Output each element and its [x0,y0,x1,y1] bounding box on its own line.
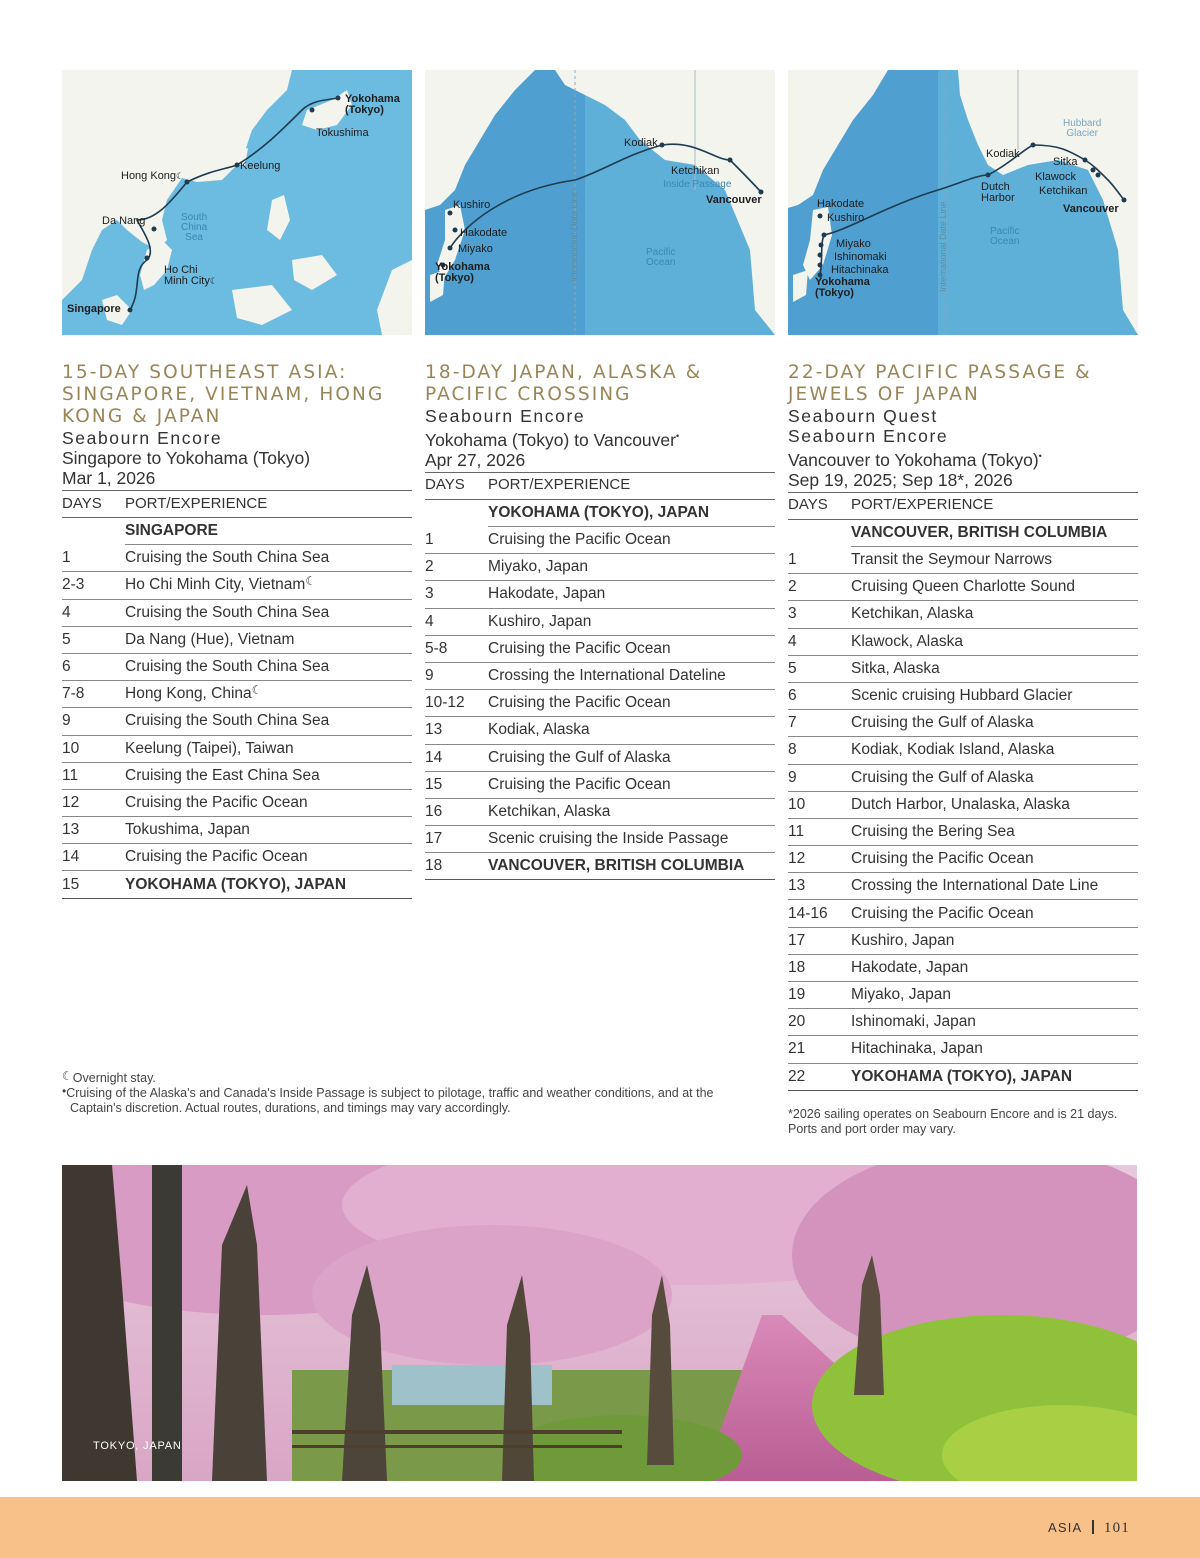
ship-name: Seabourn Encore [62,428,223,448]
map-label-hubbard: Hubbard Glacier [1063,118,1102,139]
table-row [62,817,412,844]
table-row [425,690,775,717]
port-cell: Miyako, Japan [851,982,1138,1009]
day-cell: 3 [425,581,488,608]
map-label-vancouver: Vancouver [706,194,762,206]
day-cell: 6 [62,653,125,680]
port-cell: Hitachinaka, Japan [851,1036,1138,1063]
sail-dates: Mar 1, 2026 [62,468,156,488]
day-cell: 10 [62,735,125,762]
day-cell: 1 [62,545,125,572]
page-footer [0,1497,1200,1558]
day-cell: 5-8 [425,635,488,662]
note-overnight: ☾Overnight stay. [62,1069,156,1085]
day-cell: 22 [788,1063,851,1090]
cruise-southeast-asia [62,362,412,899]
table-row [425,554,775,581]
table-row [788,873,1138,900]
table-row [788,1036,1138,1063]
cruise-japan-alaska [425,362,775,880]
port-cell: Cruising the Pacific Ocean [125,789,412,816]
day-cell: 11 [788,818,851,845]
day-cell: 2 [788,574,851,601]
port-cell: Cruising the Gulf of Alaska [851,764,1138,791]
day-cell: 2-3 [62,572,125,599]
port-cell: Ketchikan, Alaska [851,601,1138,628]
port-cell: Cruising the Pacific Ocean [488,690,775,717]
map-southeast-asia [62,70,412,335]
day-cell: 20 [788,1009,851,1036]
map-label-ishinomaki: Ishinomaki [834,251,887,263]
port-cell: Cruising the Pacific Ocean [851,846,1138,873]
col-days: DAYS [788,492,851,519]
port-cell: Cruising the Pacific Ocean [125,844,412,871]
port-cell: VANCOUVER, BRITISH COLUMBIA [488,853,775,880]
route: Vancouver to Yokohama (Tokyo)• [788,449,1042,470]
table-row [425,771,775,798]
table-row [788,601,1138,628]
day-cell: 18 [788,954,851,981]
day-cell: 14-16 [788,900,851,927]
map-label-pacific: Pacific Ocean [646,247,676,268]
port-cell: YOKOHAMA (TOKYO), JAPAN [125,871,412,898]
table-row [425,608,775,635]
table-row [788,818,1138,845]
itinerary-table [62,490,412,899]
day-cell: 14 [425,744,488,771]
col-port: PORT/EXPERIENCE [488,472,775,499]
map-label-yokohama: Yokohama (Tokyo) [435,261,490,284]
port-cell: Miyako, Japan [488,554,775,581]
table-row [425,499,775,526]
port-cell: VANCOUVER, BRITISH COLUMBIA [851,519,1138,546]
map-label-inside-passage: Inside Passage [663,179,732,190]
day-cell: 13 [62,817,125,844]
day-cell: 7 [788,710,851,737]
day-cell: 17 [788,927,851,954]
pilotage-bullet-icon: • [675,431,680,441]
port-cell: Scenic cruising Hubbard Glacier [851,682,1138,709]
port-cell: Cruising the South China Sea [125,708,412,735]
port-cell: Kushiro, Japan [488,608,775,635]
port-cell: Kodiak, Alaska [488,717,775,744]
day-cell: 17 [425,826,488,853]
map-label-miyako: Miyako [458,243,493,255]
port-cell: Klawock, Alaska [851,628,1138,655]
table-row [788,737,1138,764]
port-cell: Cruising the South China Sea [125,599,412,626]
day-cell: 19 [788,982,851,1009]
day-cell: 9 [788,764,851,791]
day-cell: 3 [788,601,851,628]
ship-name: Seabourn Encore [425,406,586,426]
col-port: PORT/EXPERIENCE [125,491,412,518]
map-label-hong-kong: Hong Kong☾ [121,170,185,182]
port-cell: Keelung (Taipei), Taiwan [125,735,412,762]
cruise-pacific-passage [788,362,1138,1091]
table-row [788,900,1138,927]
day-cell: 1 [425,527,488,554]
map-label-hakodate: Hakodate [460,227,508,239]
table-row [62,844,412,871]
port-cell: Scenic cruising the Inside Passage [488,826,775,853]
port-cell: Cruising the Pacific Ocean [488,527,775,554]
map-label-kodiak: Kodiak [986,148,1020,160]
table-row [788,982,1138,1009]
map-label-keelung: Keelung [240,160,281,172]
port-cell: Dutch Harbor, Unalaska, Alaska [851,791,1138,818]
table-row [788,764,1138,791]
table-row [62,708,412,735]
map-label-kodiak: Kodiak [624,137,658,149]
table-row [788,519,1138,546]
map-label-yokohama: Yokohama (Tokyo) [815,276,870,299]
day-cell: 21 [788,1036,851,1063]
table-row [62,871,412,898]
day-cell: 10-12 [425,690,488,717]
table-row [62,599,412,626]
port-cell: SINGAPORE [125,518,412,545]
port-cell: Hakodate, Japan [488,581,775,608]
table-row [788,710,1138,737]
table-row [788,547,1138,574]
day-cell: 15 [425,771,488,798]
port-cell: Crossing the International Dateline [488,662,775,689]
cruise-title: 18-DAY JAPAN, ALASKA & PACIFIC CROSSING [425,362,703,405]
port-cell: Cruising Queen Charlotte Sound [851,574,1138,601]
sail-dates: Apr 27, 2026 [425,449,526,470]
table-row [425,635,775,662]
port-cell: Transit the Seymour Narrows [851,547,1138,574]
table-row [788,846,1138,873]
day-cell: 6 [788,682,851,709]
route: Singapore to Yokohama (Tokyo) [62,448,311,468]
table-row [62,572,412,599]
day-cell: 10 [788,791,851,818]
day-cell: 14 [62,844,125,871]
day-cell: 4 [425,608,488,635]
map-label-hitachinaka: Hitachinaka [831,264,889,276]
overnight-moon-icon: ☾ [209,276,218,286]
overnight-moon-icon: ☾ [62,1069,73,1083]
table-row [788,927,1138,954]
table-row [62,735,412,762]
port-cell: Cruising the East China Sea [125,762,412,789]
note-pilotage: •Cruising of the Alaska's and Canada's Inside Passage is subject to pilotage, traffic and weather conditions, and at the Captain's discretion. Actual routes, durations, and timings may vary accordingly. [62,1084,714,1115]
day-cell: 12 [62,789,125,816]
port-cell: Cruising the Pacific Ocean [488,771,775,798]
day-cell: 9 [62,708,125,735]
map-label-ketchikan: Ketchikan [671,165,720,177]
route: Yokohama (Tokyo) to Vancouver• [425,429,680,450]
port-cell: YOKOHAMA (TOKYO), JAPAN [488,499,775,526]
day-cell [788,519,851,546]
table-row [788,574,1138,601]
port-cell: Cruising the South China Sea [125,545,412,572]
port-cell: Da Nang (Hue), Vietnam [125,626,412,653]
map-label-singapore: Singapore [67,303,121,315]
day-cell: 7-8 [62,681,125,708]
footnotes [62,1071,752,1116]
day-cell: 4 [788,628,851,655]
map-pacific-passage [788,70,1138,335]
cruise-title: 22-DAY PACIFIC PASSAGE & JEWELS OF JAPAN [788,362,1092,405]
table-row [425,744,775,771]
table-row [62,626,412,653]
table-row [425,826,775,853]
table-row [62,545,412,572]
port-cell: Hakodate, Japan [851,954,1138,981]
section-name: ASIA [1047,1520,1083,1535]
photo-caption: TOKYO, JAPAN [93,1440,182,1452]
ship-name: Seabourn Quest [788,406,938,426]
cruise-title: 15-DAY SOUTHEAST ASIA: SINGAPORE, VIETNAM, HONG KONG & JAPAN [62,362,385,427]
port-cell: Ishinomaki, Japan [851,1009,1138,1036]
itinerary-table [425,472,775,881]
day-cell: 4 [62,599,125,626]
day-cell: 13 [425,717,488,744]
table-row [788,655,1138,682]
map-label-ketchikan: Ketchikan [1039,185,1088,197]
port-cell: Cruising the Bering Sea [851,818,1138,845]
table-row [62,762,412,789]
overnight-moon-icon: ☾ [251,683,263,698]
table-row [788,791,1138,818]
table-row [425,798,775,825]
col-port: PORT/EXPERIENCE [851,492,1138,519]
map-label-kushiro: Kushiro [827,212,865,224]
port-cell: Cruising the Pacific Ocean [851,900,1138,927]
table-row [788,954,1138,981]
table-row [425,662,775,689]
port-cell: Cruising the Gulf of Alaska [488,744,775,771]
map-label-yokohama: Yokohama (Tokyo) [345,93,400,116]
table-row [788,682,1138,709]
day-cell: 18 [425,853,488,880]
port-cell: Kushiro, Japan [851,927,1138,954]
map-label-pacific: Pacific Ocean [990,226,1020,247]
port-cell: YOKOHAMA (TOKYO), JAPAN [851,1063,1138,1090]
pilotage-bullet-icon: • [1038,451,1042,461]
map-label-kushiro: Kushiro [453,199,491,211]
port-cell: Hong Kong, China☾ [125,681,412,708]
map-label-south-china-sea: South China Sea [181,212,208,243]
map-label-tokushima: Tokushima [316,127,369,139]
port-cell: Kodiak, Kodiak Island, Alaska [851,737,1138,764]
map-label-miyako: Miyako [836,238,871,250]
table-row [62,789,412,816]
day-cell: 16 [425,798,488,825]
day-cell: 15 [62,871,125,898]
table-row [425,581,775,608]
port-cell: Ho Chi Minh City, Vietnam☾ [125,572,412,599]
port-cell: Cruising the Gulf of Alaska [851,710,1138,737]
day-cell: 9 [425,662,488,689]
table-row [788,1063,1138,1090]
overnight-moon-icon: ☾ [305,574,317,589]
overnight-moon-icon: ☾ [176,171,185,181]
map-label-date-line: International Date Line [938,201,948,292]
map-pacific-crossing [425,70,775,335]
day-cell: 8 [788,737,851,764]
map-label-klawock: Klawock [1035,171,1076,183]
day-cell: 1 [788,547,851,574]
map-label-sitka: Sitka [1053,156,1078,168]
day-cell: 13 [788,873,851,900]
note-2026-sailing: *2026 sailing operates on Seabourn Encore and is 21 days. Ports and port order may vary. [788,1107,1118,1136]
day-cell: 11 [62,762,125,789]
table-row [425,527,775,554]
day-cell: 5 [62,626,125,653]
port-cell: Sitka, Alaska [851,655,1138,682]
cherry-blossom-photo [62,1165,1137,1481]
footer-divider [1092,1520,1094,1534]
port-cell: Crossing the International Date Line [851,873,1138,900]
port-cell: Cruising the South China Sea [125,653,412,680]
day-cell [425,499,488,526]
day-cell: 2 [425,554,488,581]
pilotage-bullet-icon: • [62,1084,67,1098]
day-cell: 5 [788,655,851,682]
port-cell: Ketchikan, Alaska [488,798,775,825]
itinerary-table [788,492,1138,1091]
table-row [788,1009,1138,1036]
day-cell: 12 [788,846,851,873]
map-label-date-line: International Date Line [569,191,579,282]
map-label-hakodate: Hakodate [817,198,865,210]
col-days: DAYS [425,472,488,499]
map-label-dutch-harbor: Dutch Harbor [981,181,1015,204]
page-number: 101 [1103,1520,1130,1536]
port-cell: Tokushima, Japan [125,817,412,844]
day-cell [62,518,125,545]
table-row [788,628,1138,655]
ship-name: Seabourn Encore [788,426,949,446]
table-row [62,681,412,708]
port-cell: Cruising the Pacific Ocean [488,635,775,662]
table-row [62,518,412,545]
map-label-da-nang: Da Nang [102,215,146,227]
table-row [62,653,412,680]
map-label-vancouver: Vancouver [1063,203,1119,215]
sail-dates: Sep 19, 2025; Sep 18*, 2026 [788,469,1013,490]
map-label-ho-chi-minh: Ho Chi Minh City☾ [164,264,218,287]
table-row [425,717,775,744]
table-row [425,853,775,880]
col-days: DAYS [62,491,125,518]
